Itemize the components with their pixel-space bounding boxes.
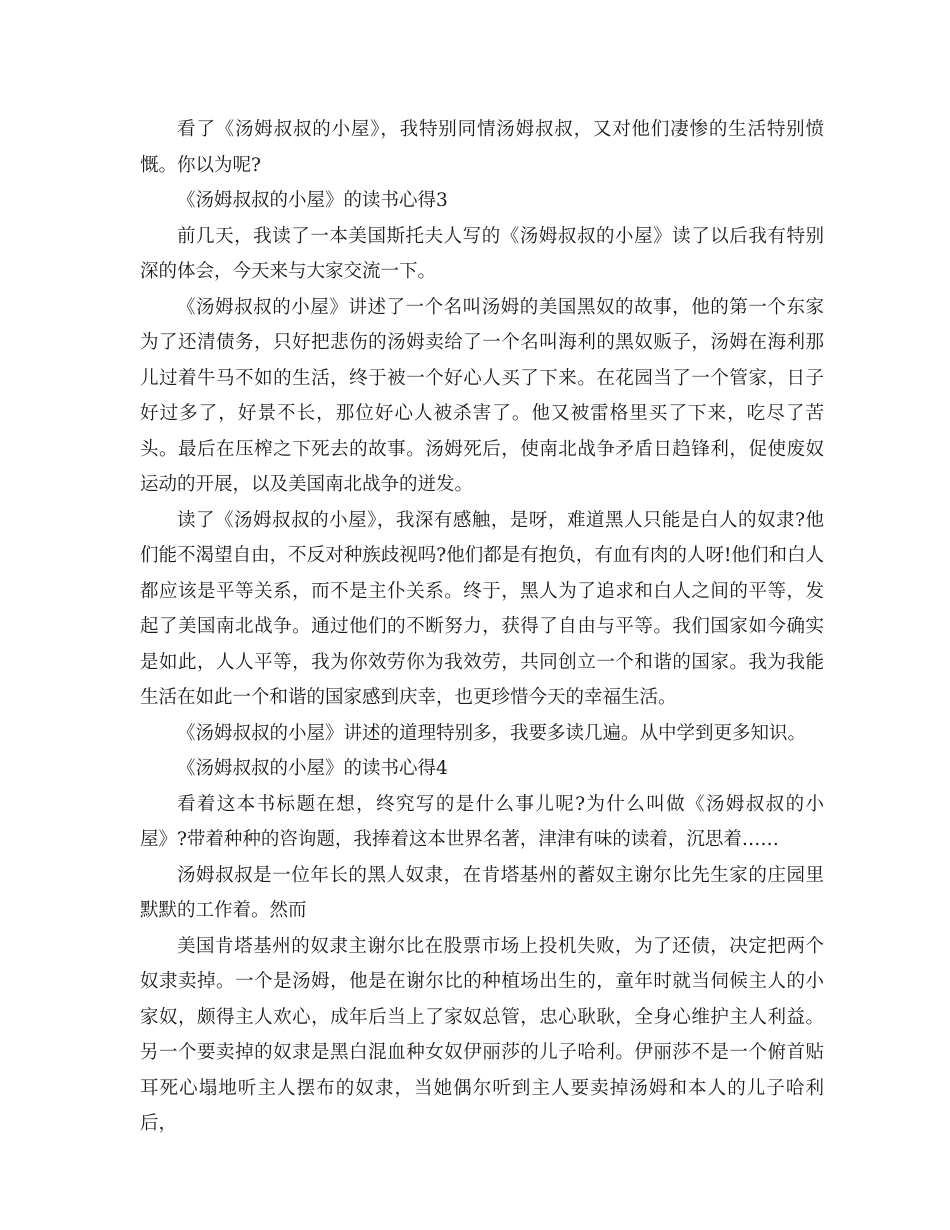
paragraph: 看了《汤姆叔叔的小屋》，我特别同情汤姆叔叔，又对他们凄惨的生活特别愤慨。你以为呢? [140,119,824,176]
paragraph: 前几天，我读了一本美国斯托夫人写的《汤姆叔叔的小屋》读了以后我有特别深的体会，今天来与大家交流一下。 [140,225,824,282]
paragraph: 《汤姆叔叔的小屋》讲述的道理特别多，我要多读几遍。从中学到更多知识。 [177,722,807,744]
paragraph: 《汤姆叔叔的小屋》讲述了一个名叫汤姆的美国黑奴的故事，他的第一个东家为了还清债务，只好把悲伤的汤姆卖给了一个名叫海利的黑奴贩子，汤姆在海利那儿过着牛马不如的生活，终于被一个好心人买了下来。在花园当了一个管家，日子好过多了，好景不长，那位好心人被杀害了。他又被雷格里买了下来，吃尽了苦头。最后在压榨之下死去的故事。汤姆死后，使南北战争矛盾日趋锋利，促使废奴运动的开展，以及美国南北战争的迸发。 [140,296,824,495]
document-body [140,112,824,1142]
paragraph: 看着这本书标题在想，终究写的是什么事儿呢?为什么叫做《汤姆叔叔的小屋》?带着种种的咨询题，我捧着这本世界名著，津津有味的读着，沉思着…… [140,793,824,850]
paragraph: 美国肯塔基州的奴隶主谢尔比在股票市场上投机失败，为了还债，决定把两个奴隶卖掉。一个是汤姆，他是在谢尔比的种植场出生的，童年时就当伺候主人的小家奴，颇得主人欢心，成年后当上了家奴总管，忠心耿耿，全身心维护主人利益。另一个要卖掉的奴隶是黑白混血种女奴伊丽莎的儿子哈利。伊丽莎不是一个俯首贴耳死心塌地听主人摆布的奴隶，当她偶尔听到主人要卖掉汤姆和本人的儿子哈利后， [140,935,824,1134]
paragraph: 读了《汤姆叔叔的小屋》，我深有感触，是呀，难道黑人只能是白人的奴隶?他们能不渴望自由，不反对种族歧视吗?他们都是有抱负，有血有肉的人呀!他们和白人都应该是平等关系，而不是主仆关系。终于，黑人为了追求和白人之间的平等，发起了美国南北战争。通过他们的不断努力，获得了自由与平等。我们国家如今确实是如此，人人平等，我为你效劳你为我效劳，共同创立一个和谐的国家。我为我能生活在如此一个和谐的国家感到庆幸，也更珍惜今天的幸福生活。 [140,509,824,708]
section-heading: 《汤姆叔叔的小屋》的读书心得4 [177,758,448,779]
paragraph: 汤姆叔叔是一位年长的黑人奴隶，在肯塔基州的蓄奴主谢尔比先生家的庄园里默默的工作着。然而 [140,864,824,921]
section-heading: 《汤姆叔叔的小屋》的读书心得3 [177,190,448,211]
